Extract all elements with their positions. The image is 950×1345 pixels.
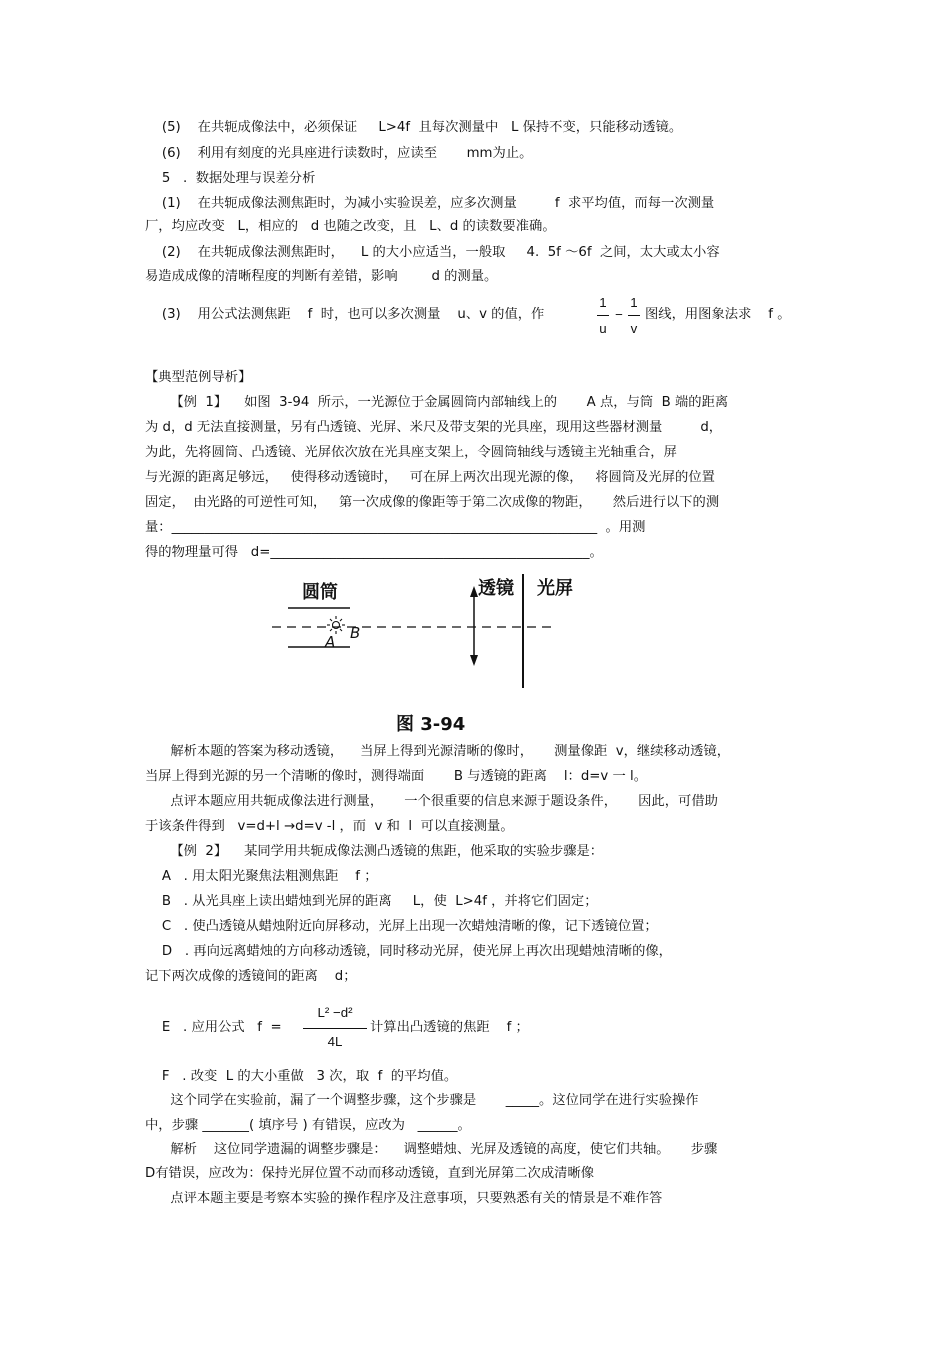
text-line: 得的物理量可得 d=________________________________________________。 bbox=[145, 545, 603, 560]
text-line: 与光源的距离足够远， 使得移动透镜时， 可在屏上两次出现光源的像， 将圆筒及光屏的位置 bbox=[145, 470, 715, 485]
text-line: E . 应用公式 f = bbox=[145, 1020, 282, 1035]
text-line: (1) 在共轭成像法测焦距时，为减小实验误差，应多次测量 f 求平均值，而每一次测量 bbox=[145, 196, 715, 211]
text-line: 【例 2】 某同学用共轭成像法测凸透镜的焦距，他采取的实验步骤是： bbox=[145, 844, 604, 859]
text-line: (3) 用公式法测焦距 f 时，也可以多次测量 u、v 的值，作 bbox=[145, 307, 545, 322]
lens-arrow-top bbox=[470, 586, 478, 597]
text-line: 厂，均应改变 L，相应的 d 也随之改变，且 L、d 的读数要准确。 bbox=[145, 219, 556, 234]
formula-denominator: 4L bbox=[327, 1034, 343, 1049]
text-line: (6) 利用有刻度的光具座进行读数时，应读至 mm为止。 bbox=[145, 146, 533, 161]
text-line: A . 用太阳光聚焦法粗测焦距 f ； bbox=[145, 869, 378, 884]
text-line: 图线，用图象法求 f 。 bbox=[645, 307, 791, 322]
text-line: D . 再向远离蜡烛的方向移动透镜，同时移动光屏，使光屏上再次出现蜡烛清晰的像， bbox=[145, 944, 672, 959]
figure-label-b: B bbox=[350, 624, 361, 642]
text-line: 易造成成像的清晰程度的判断有差错，影响 d 的测量。 bbox=[145, 269, 498, 284]
fraction-numerator: 1 bbox=[630, 295, 638, 310]
text-line: 【例 1】 如图 3-94 所示，一光源位于金属圆筒内部轴线上的 A 点，与筒 B 端的距离 bbox=[145, 395, 729, 410]
fraction-bar bbox=[628, 315, 640, 316]
lens-arrow-bottom bbox=[470, 655, 478, 666]
text-line: 量：________________________________________________________________ 。用测 bbox=[145, 520, 646, 535]
text-line: 解析 这位同学遗漏的调整步骤是： 调整蜡烛、光屏及透镜的高度，使它们共轴。 步骤 bbox=[145, 1142, 718, 1157]
formula-numerator: L² −d² bbox=[317, 1005, 353, 1020]
fraction-denominator: v bbox=[630, 321, 638, 336]
text-line: 计算出凸透镜的焦距 f ； bbox=[370, 1020, 529, 1035]
text-line: C . 使凸透镜从蜡烛附近向屏移动，光屏上出现一次蜡烛清晰的像，记下透镜位置； bbox=[145, 919, 658, 934]
fraction-numerator: 1 bbox=[599, 295, 607, 310]
text-line: 固定， 由光路的可逆性可知， 第一次成像的像距等于第二次成像的物距， 然后进行以下的测 bbox=[145, 495, 720, 510]
figure-label-lens: 透镜 bbox=[478, 578, 514, 599]
light-source-icon bbox=[327, 616, 345, 634]
figure-caption: 图 3-94 bbox=[396, 714, 466, 735]
fraction-denominator: u bbox=[599, 321, 607, 336]
fraction-bar bbox=[303, 1028, 367, 1029]
section-heading: 【典型范例导析】 bbox=[145, 370, 252, 385]
text-line: F . 改变 L 的大小重做 3 次，取 f 的平均值。 bbox=[145, 1069, 458, 1084]
text-line: 解析本题的答案为移动透镜， 当屏上得到光源清晰的像时， 测量像距 v，继续移动透镜， bbox=[145, 744, 731, 759]
text-line: (2) 在共轭成像法测焦距时， L 的大小应适当，一般取 4. 5f ～6f 之间，太大或太小容 bbox=[145, 245, 720, 260]
text-line: 这个同学在实验前，漏了一个调整步骤，这个步骤是 _____。这位同学在进行实验操作 bbox=[145, 1093, 699, 1108]
figure-label-cylinder: 圆筒 bbox=[302, 582, 338, 603]
text-line: 为此，先将圆筒、凸透镜、光屏依次放在光具座支架上，令圆筒轴线与透镜主光轴重合，屏 bbox=[145, 445, 677, 460]
figure-label-screen: 光屏 bbox=[537, 578, 573, 599]
text-line: 为 d，d 无法直接测量，另有凸透镜、光屏、米尺及带支架的光具座，现用这些器材测量 d， bbox=[145, 420, 723, 435]
section-heading: 5 . 数据处理与误差分析 bbox=[145, 171, 316, 186]
text-line: 于该条件得到 v=d+l →d=v -l ，而 v 和 l 可以直接测量。 bbox=[145, 819, 514, 834]
figure-3-94 bbox=[250, 570, 710, 740]
text-line: D有错误，应改为：保持光屏位置不动而移动透镜，直到光屏第二次成清晰像 bbox=[145, 1166, 595, 1181]
fraction-bar bbox=[597, 315, 609, 316]
text-line: 点评本题应用共轭成像法进行测量， 一个很重要的信息来源于题设条件， 因此，可借助 bbox=[145, 794, 718, 809]
text-line: (5) 在共轭成像法中，必须保证 L>4f 且每次测量中 L 保持不变，只能移动透镜。 bbox=[145, 120, 683, 135]
figure-label-a: A bbox=[325, 633, 336, 651]
text-line: 点评本题主要是考察本实验的操作程序及注意事项，只要熟悉有关的情景是不难作答 bbox=[145, 1191, 663, 1206]
text-line: 记下两次成像的透镜间的距离 d； bbox=[145, 969, 357, 984]
minus-sign: − bbox=[615, 307, 623, 322]
text-line: B . 从光具座上读出蜡烛到光屏的距离 L，使 L>4f ，并将它们固定； bbox=[145, 894, 598, 909]
text-line: 中，步骤 _______( 填序号 ) 有错误，应改为 ______。 bbox=[145, 1118, 471, 1133]
text-line: 当屏上得到光源的另一个清晰的像时，测得端面 B 与透镜的距离 l：d=v 一 l。 bbox=[145, 769, 648, 784]
